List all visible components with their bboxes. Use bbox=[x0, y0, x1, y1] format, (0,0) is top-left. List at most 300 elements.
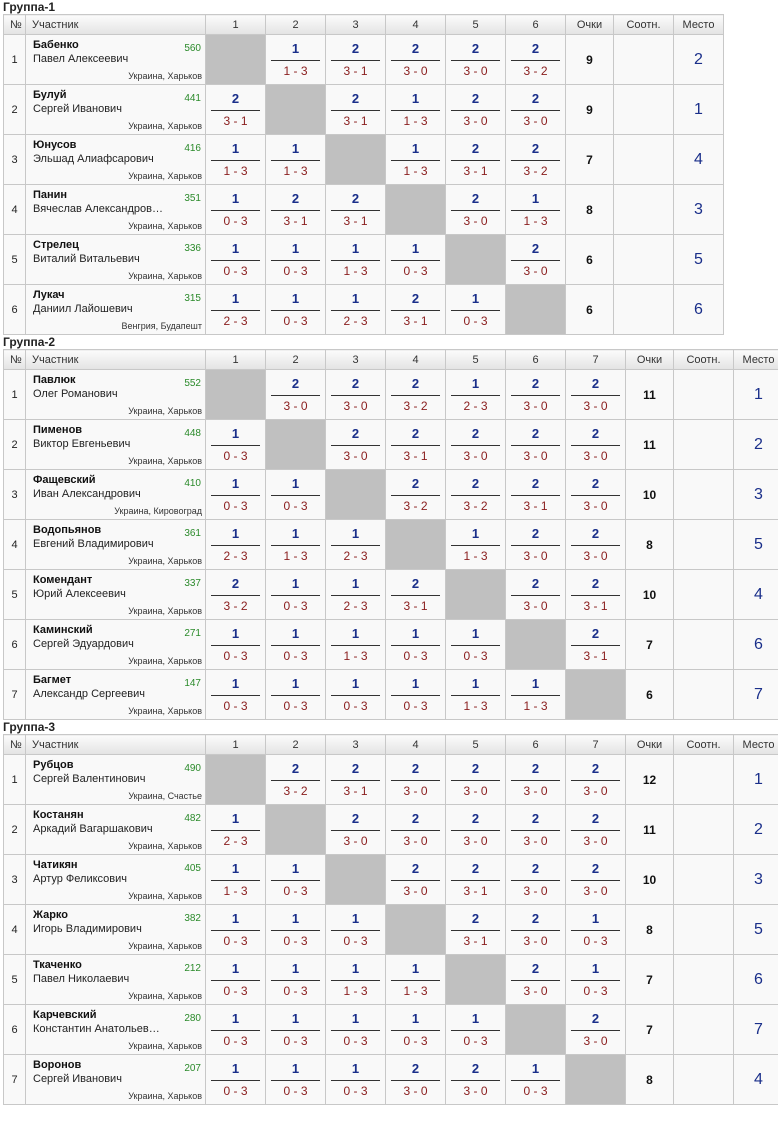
self-cell bbox=[506, 1005, 566, 1055]
match-result[interactable] bbox=[446, 470, 506, 520]
match-result[interactable] bbox=[206, 805, 266, 855]
header-num: № bbox=[4, 350, 26, 370]
match-result[interactable] bbox=[446, 185, 506, 235]
match-points: 2 bbox=[471, 141, 480, 156]
match-result[interactable] bbox=[206, 285, 266, 335]
match-result[interactable] bbox=[386, 420, 446, 470]
match-score: 3 - 1 bbox=[403, 449, 428, 463]
player-full-name: Виктор Евгеньевич bbox=[33, 438, 131, 450]
place-value: 4 bbox=[734, 570, 778, 620]
match-score: 0 - 3 bbox=[343, 1034, 368, 1048]
result-divider bbox=[271, 495, 320, 496]
match-points: 1 bbox=[471, 291, 480, 306]
match-score: 0 - 3 bbox=[223, 499, 248, 513]
result-divider bbox=[331, 645, 380, 646]
match-result[interactable] bbox=[386, 805, 446, 855]
match-score: 3 - 0 bbox=[403, 1084, 428, 1098]
header-ratio: Соотн. bbox=[614, 15, 674, 35]
match-score: 1 - 3 bbox=[223, 164, 248, 178]
match-points: 2 bbox=[591, 811, 600, 826]
result-divider bbox=[271, 930, 320, 931]
match-result[interactable] bbox=[446, 805, 506, 855]
match-score: 0 - 3 bbox=[223, 449, 248, 463]
match-points: 2 bbox=[591, 476, 600, 491]
match-score: 3 - 0 bbox=[523, 449, 548, 463]
match-result[interactable] bbox=[386, 235, 446, 285]
match-points: 2 bbox=[471, 91, 480, 106]
match-result[interactable] bbox=[386, 470, 446, 520]
match-result[interactable] bbox=[266, 370, 326, 420]
match-score: 0 - 3 bbox=[223, 1084, 248, 1098]
match-score: 3 - 1 bbox=[583, 649, 608, 663]
result-divider bbox=[271, 545, 320, 546]
match-result[interactable] bbox=[446, 285, 506, 335]
result-divider bbox=[391, 880, 440, 881]
match-result[interactable] bbox=[386, 955, 446, 1005]
match-result[interactable] bbox=[566, 520, 626, 570]
match-result[interactable] bbox=[506, 670, 566, 720]
player-name[interactable]: Багмет bbox=[33, 674, 72, 686]
result-divider bbox=[571, 1030, 620, 1031]
points-value: 11 bbox=[626, 420, 674, 470]
match-score: 0 - 3 bbox=[283, 499, 308, 513]
points-value: 10 bbox=[626, 570, 674, 620]
player-name[interactable]: Карчевский bbox=[33, 1009, 97, 1021]
match-result[interactable] bbox=[506, 905, 566, 955]
match-result[interactable] bbox=[566, 955, 626, 1005]
player-full-name: Сергей Иванович bbox=[33, 103, 122, 115]
result-divider bbox=[511, 60, 560, 61]
match-result[interactable] bbox=[446, 420, 506, 470]
match-result[interactable] bbox=[506, 85, 566, 135]
match-result[interactable] bbox=[506, 370, 566, 420]
table-row bbox=[4, 755, 778, 805]
match-points: 2 bbox=[531, 576, 540, 591]
result-divider bbox=[391, 310, 440, 311]
match-result[interactable] bbox=[506, 520, 566, 570]
match-result[interactable] bbox=[566, 755, 626, 805]
match-result[interactable] bbox=[326, 285, 386, 335]
table-row bbox=[4, 905, 778, 955]
self-cell bbox=[386, 905, 446, 955]
player-rating: 405 bbox=[184, 863, 201, 874]
place-value: 1 bbox=[674, 85, 724, 135]
ratio-value bbox=[674, 520, 734, 570]
match-score: 3 - 0 bbox=[343, 449, 368, 463]
match-result[interactable] bbox=[326, 905, 386, 955]
self-cell bbox=[266, 85, 326, 135]
match-points: 1 bbox=[291, 961, 300, 976]
result-divider bbox=[331, 395, 380, 396]
match-result[interactable] bbox=[326, 35, 386, 85]
match-result[interactable] bbox=[206, 135, 266, 185]
points-value: 8 bbox=[626, 520, 674, 570]
player-city: Украина, Харьков bbox=[128, 456, 202, 466]
match-result[interactable] bbox=[566, 620, 626, 670]
match-result[interactable] bbox=[266, 235, 326, 285]
match-result[interactable] bbox=[446, 1055, 506, 1105]
match-points: 1 bbox=[291, 291, 300, 306]
match-result[interactable] bbox=[386, 855, 446, 905]
match-result[interactable] bbox=[326, 1055, 386, 1105]
result-divider bbox=[571, 495, 620, 496]
player-name[interactable]: Булуй bbox=[33, 89, 67, 101]
match-result[interactable] bbox=[326, 85, 386, 135]
table-row bbox=[4, 285, 724, 335]
match-result[interactable] bbox=[446, 1005, 506, 1055]
match-result[interactable] bbox=[566, 570, 626, 620]
table-row bbox=[4, 1055, 778, 1105]
header-opponent-number: 4 bbox=[386, 735, 446, 755]
match-score: 3 - 0 bbox=[463, 214, 488, 228]
group-title: Группа-2 bbox=[3, 335, 56, 349]
match-result[interactable] bbox=[386, 755, 446, 805]
result-divider bbox=[511, 595, 560, 596]
player-city: Украина, Харьков bbox=[128, 221, 202, 231]
match-result[interactable] bbox=[326, 420, 386, 470]
player-cell bbox=[26, 470, 206, 520]
match-result[interactable] bbox=[326, 755, 386, 805]
group-table bbox=[3, 734, 778, 1105]
result-divider bbox=[451, 445, 500, 446]
player-rating: 410 bbox=[184, 478, 201, 489]
match-result[interactable] bbox=[266, 855, 326, 905]
player-name[interactable]: Стрелец bbox=[33, 239, 79, 251]
self-cell bbox=[506, 620, 566, 670]
match-score: 3 - 0 bbox=[523, 784, 548, 798]
match-result[interactable] bbox=[446, 135, 506, 185]
match-score: 3 - 1 bbox=[343, 64, 368, 78]
match-score: 0 - 3 bbox=[283, 314, 308, 328]
match-score: 3 - 0 bbox=[583, 399, 608, 413]
match-result[interactable] bbox=[206, 185, 266, 235]
header-opponent-number: 6 bbox=[506, 350, 566, 370]
points-value: 10 bbox=[626, 470, 674, 520]
result-divider bbox=[511, 880, 560, 881]
match-result[interactable] bbox=[446, 620, 506, 670]
match-score: 3 - 0 bbox=[403, 64, 428, 78]
match-score: 3 - 0 bbox=[343, 834, 368, 848]
match-points: 2 bbox=[231, 576, 240, 591]
match-result[interactable] bbox=[206, 570, 266, 620]
player-full-name: Сергей Эдуардович bbox=[33, 638, 134, 650]
match-points: 2 bbox=[471, 861, 480, 876]
match-result[interactable] bbox=[386, 35, 446, 85]
player-name[interactable]: Рубцов bbox=[33, 759, 74, 771]
result-divider bbox=[211, 1030, 260, 1031]
player-name[interactable]: Комендант bbox=[33, 574, 93, 586]
match-result[interactable] bbox=[206, 520, 266, 570]
match-points: 1 bbox=[291, 241, 300, 256]
result-divider bbox=[391, 445, 440, 446]
result-divider bbox=[391, 980, 440, 981]
player-full-name: Сергей Валентинович bbox=[33, 773, 146, 785]
match-result[interactable] bbox=[566, 855, 626, 905]
match-result[interactable] bbox=[326, 620, 386, 670]
result-divider bbox=[211, 880, 260, 881]
match-result[interactable] bbox=[266, 185, 326, 235]
match-points: 2 bbox=[531, 476, 540, 491]
result-divider bbox=[511, 210, 560, 211]
match-result[interactable] bbox=[266, 35, 326, 85]
row-number: 6 bbox=[4, 620, 26, 670]
result-divider bbox=[331, 980, 380, 981]
match-result[interactable] bbox=[326, 805, 386, 855]
result-divider bbox=[511, 110, 560, 111]
match-result[interactable] bbox=[506, 955, 566, 1005]
match-result[interactable] bbox=[566, 1005, 626, 1055]
match-points: 1 bbox=[291, 861, 300, 876]
match-result[interactable] bbox=[446, 905, 506, 955]
match-points: 2 bbox=[471, 1061, 480, 1076]
table-header-row bbox=[4, 15, 724, 35]
match-result[interactable] bbox=[266, 670, 326, 720]
match-points: 2 bbox=[471, 41, 480, 56]
match-score: 0 - 3 bbox=[343, 934, 368, 948]
match-points: 2 bbox=[531, 911, 540, 926]
match-result[interactable] bbox=[326, 670, 386, 720]
match-points: 1 bbox=[231, 191, 240, 206]
player-city: Украина, Харьков bbox=[128, 171, 202, 181]
match-score: 1 - 3 bbox=[403, 164, 428, 178]
row-number: 7 bbox=[4, 1055, 26, 1105]
match-result[interactable] bbox=[566, 905, 626, 955]
player-cell bbox=[26, 755, 206, 805]
match-score: 3 - 0 bbox=[583, 784, 608, 798]
match-result[interactable] bbox=[266, 135, 326, 185]
match-result[interactable] bbox=[326, 185, 386, 235]
match-result[interactable] bbox=[266, 620, 326, 670]
result-divider bbox=[391, 260, 440, 261]
player-name[interactable]: Каминский bbox=[33, 624, 93, 636]
player-cell bbox=[26, 235, 206, 285]
match-result[interactable] bbox=[506, 1055, 566, 1105]
match-score: 0 - 3 bbox=[283, 649, 308, 663]
match-result[interactable] bbox=[506, 755, 566, 805]
player-name[interactable]: Лукач bbox=[33, 289, 65, 301]
match-result[interactable] bbox=[506, 420, 566, 470]
match-result[interactable] bbox=[446, 85, 506, 135]
player-cell bbox=[26, 520, 206, 570]
player-name[interactable]: Водопьянов bbox=[33, 524, 102, 536]
player-rating: 147 bbox=[184, 678, 201, 689]
ratio-value bbox=[674, 670, 734, 720]
match-result[interactable] bbox=[206, 235, 266, 285]
player-full-name: Аркадий Вагаршакович bbox=[33, 823, 153, 835]
ratio-value bbox=[614, 35, 674, 85]
match-result[interactable] bbox=[386, 370, 446, 420]
match-score: 0 - 3 bbox=[223, 934, 248, 948]
match-score: 1 - 3 bbox=[283, 164, 308, 178]
result-divider bbox=[571, 780, 620, 781]
result-divider bbox=[331, 445, 380, 446]
player-name[interactable]: Ткаченко bbox=[33, 959, 82, 971]
match-result[interactable] bbox=[206, 670, 266, 720]
points-value: 7 bbox=[626, 1005, 674, 1055]
result-divider bbox=[331, 545, 380, 546]
match-result[interactable] bbox=[266, 285, 326, 335]
match-score: 0 - 3 bbox=[583, 984, 608, 998]
match-points: 2 bbox=[531, 91, 540, 106]
match-result[interactable] bbox=[266, 905, 326, 955]
result-divider bbox=[211, 1080, 260, 1081]
match-score: 0 - 3 bbox=[283, 884, 308, 898]
match-points: 1 bbox=[471, 526, 480, 541]
player-name[interactable]: Пименов bbox=[33, 424, 83, 436]
match-result[interactable] bbox=[386, 1005, 446, 1055]
match-result[interactable] bbox=[446, 35, 506, 85]
player-name[interactable]: Воронов bbox=[33, 1059, 82, 1071]
player-name[interactable]: Юнусов bbox=[33, 139, 77, 151]
points-value: 8 bbox=[566, 185, 614, 235]
match-result[interactable] bbox=[206, 85, 266, 135]
match-result[interactable] bbox=[386, 285, 446, 335]
match-result[interactable] bbox=[446, 520, 506, 570]
match-result[interactable] bbox=[266, 1005, 326, 1055]
match-result[interactable] bbox=[266, 470, 326, 520]
match-points: 2 bbox=[291, 376, 300, 391]
match-score: 2 - 3 bbox=[463, 399, 488, 413]
match-result[interactable] bbox=[266, 570, 326, 620]
match-result[interactable] bbox=[446, 855, 506, 905]
row-number: 3 bbox=[4, 470, 26, 520]
match-result[interactable] bbox=[206, 420, 266, 470]
match-result[interactable] bbox=[266, 520, 326, 570]
ratio-value bbox=[674, 805, 734, 855]
match-result[interactable] bbox=[266, 955, 326, 1005]
match-points: 2 bbox=[411, 811, 420, 826]
result-divider bbox=[391, 780, 440, 781]
player-full-name: Эльшад Алиафсарович bbox=[33, 153, 154, 165]
player-rating: 490 bbox=[184, 763, 201, 774]
player-full-name: Сергей Иванович bbox=[33, 1073, 122, 1085]
result-divider bbox=[211, 260, 260, 261]
match-result[interactable] bbox=[566, 420, 626, 470]
match-result[interactable] bbox=[506, 805, 566, 855]
match-result[interactable] bbox=[326, 520, 386, 570]
match-result[interactable] bbox=[506, 185, 566, 235]
match-result[interactable] bbox=[506, 35, 566, 85]
result-divider bbox=[211, 310, 260, 311]
match-result[interactable] bbox=[326, 570, 386, 620]
player-rating: 448 bbox=[184, 428, 201, 439]
match-result[interactable] bbox=[206, 1055, 266, 1105]
ratio-value bbox=[674, 855, 734, 905]
match-points: 1 bbox=[471, 376, 480, 391]
place-value: 2 bbox=[734, 805, 778, 855]
player-city: Украина, Харьков bbox=[128, 71, 202, 81]
match-result[interactable] bbox=[506, 470, 566, 520]
match-points: 1 bbox=[231, 626, 240, 641]
match-result[interactable] bbox=[386, 570, 446, 620]
match-result[interactable] bbox=[386, 135, 446, 185]
match-result[interactable] bbox=[326, 370, 386, 420]
ratio-value bbox=[674, 955, 734, 1005]
match-result[interactable] bbox=[206, 855, 266, 905]
header-opponent-number: 7 bbox=[566, 735, 626, 755]
match-result[interactable] bbox=[506, 855, 566, 905]
place-value: 2 bbox=[734, 420, 778, 470]
player-full-name: Даниил Лайошевич bbox=[33, 303, 133, 315]
match-result[interactable] bbox=[206, 905, 266, 955]
place-value: 7 bbox=[734, 670, 778, 720]
result-divider bbox=[211, 445, 260, 446]
match-result[interactable] bbox=[206, 470, 266, 520]
match-result[interactable] bbox=[446, 370, 506, 420]
match-result[interactable] bbox=[506, 235, 566, 285]
result-divider bbox=[331, 110, 380, 111]
match-points: 1 bbox=[351, 241, 360, 256]
points-value: 7 bbox=[566, 135, 614, 185]
result-divider bbox=[391, 830, 440, 831]
match-result[interactable] bbox=[266, 1055, 326, 1105]
player-name[interactable]: Костанян bbox=[33, 809, 84, 821]
result-divider bbox=[451, 695, 500, 696]
result-divider bbox=[451, 495, 500, 496]
player-name[interactable]: Павлюк bbox=[33, 374, 76, 386]
match-result[interactable] bbox=[386, 85, 446, 135]
match-result[interactable] bbox=[326, 235, 386, 285]
ratio-value bbox=[614, 285, 674, 335]
table-row bbox=[4, 35, 724, 85]
match-result[interactable] bbox=[266, 755, 326, 805]
match-result[interactable] bbox=[326, 1005, 386, 1055]
player-rating: 207 bbox=[184, 1063, 201, 1074]
match-result[interactable] bbox=[566, 805, 626, 855]
match-score: 3 - 2 bbox=[403, 499, 428, 513]
match-score: 0 - 3 bbox=[463, 649, 488, 663]
result-divider bbox=[451, 930, 500, 931]
ratio-value bbox=[674, 1005, 734, 1055]
table-row bbox=[4, 570, 778, 620]
player-name[interactable]: Жарко bbox=[33, 909, 68, 921]
match-score: 3 - 0 bbox=[523, 549, 548, 563]
match-result[interactable] bbox=[566, 370, 626, 420]
match-points: 1 bbox=[291, 911, 300, 926]
match-result[interactable] bbox=[446, 755, 506, 805]
player-name[interactable]: Бабенко bbox=[33, 39, 79, 51]
table-row bbox=[4, 185, 724, 235]
result-divider bbox=[391, 395, 440, 396]
points-value: 11 bbox=[626, 370, 674, 420]
match-result[interactable] bbox=[506, 570, 566, 620]
match-result[interactable] bbox=[326, 955, 386, 1005]
match-points: 1 bbox=[231, 426, 240, 441]
match-points: 1 bbox=[351, 1011, 360, 1026]
row-number: 2 bbox=[4, 805, 26, 855]
match-points: 2 bbox=[351, 91, 360, 106]
match-result[interactable] bbox=[206, 620, 266, 670]
match-result[interactable] bbox=[386, 670, 446, 720]
player-name[interactable]: Чатикян bbox=[33, 859, 78, 871]
player-rating: 416 bbox=[184, 143, 201, 154]
match-result[interactable] bbox=[566, 470, 626, 520]
row-number: 6 bbox=[4, 285, 26, 335]
place-value: 5 bbox=[674, 235, 724, 285]
points-value: 11 bbox=[626, 805, 674, 855]
match-result[interactable] bbox=[206, 1005, 266, 1055]
match-result[interactable] bbox=[446, 670, 506, 720]
result-divider bbox=[211, 210, 260, 211]
player-name[interactable]: Фащевский bbox=[33, 474, 96, 486]
match-points: 1 bbox=[411, 961, 420, 976]
match-result[interactable] bbox=[386, 620, 446, 670]
row-number: 1 bbox=[4, 755, 26, 805]
player-name[interactable]: Панин bbox=[33, 189, 68, 201]
match-result[interactable] bbox=[506, 135, 566, 185]
match-result[interactable] bbox=[386, 1055, 446, 1105]
match-result[interactable] bbox=[206, 955, 266, 1005]
